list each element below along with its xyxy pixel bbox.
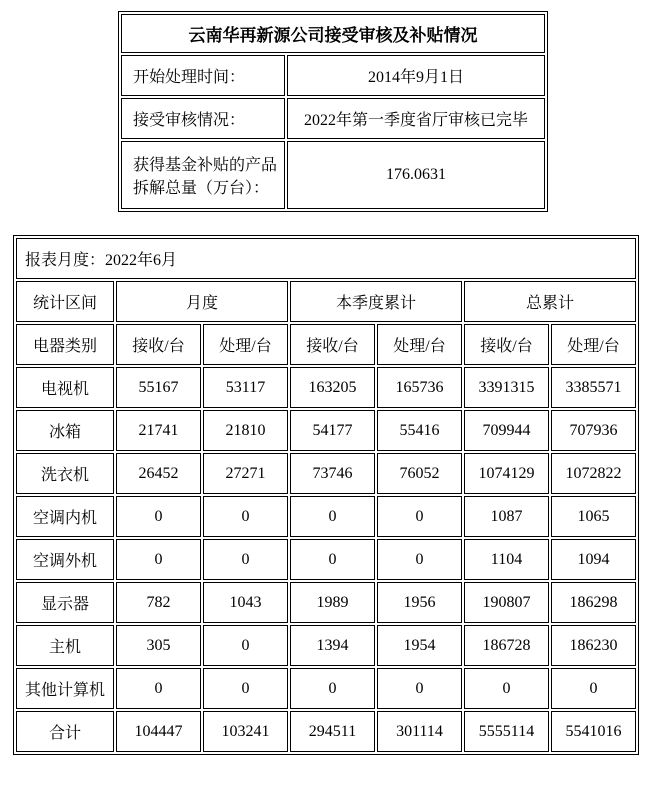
value-cell: 55416	[377, 410, 462, 451]
summary-row-start-time	[121, 55, 545, 96]
value-cell: 0	[464, 668, 549, 709]
value-cell: 0	[116, 496, 201, 537]
value-cell: 0	[203, 496, 288, 537]
row-category: 显示器	[16, 582, 114, 623]
value-cell: 0	[203, 625, 288, 666]
summary-row-value: 176.0631	[287, 141, 545, 209]
summary-title-row	[121, 14, 545, 53]
value-cell: 294511	[290, 711, 375, 752]
summary-row-label: 接受审核情况：	[121, 98, 285, 139]
value-cell: 54177	[290, 410, 375, 451]
value-cell: 0	[290, 539, 375, 580]
row-category: 主机	[16, 625, 114, 666]
value-cell: 707936	[551, 410, 636, 451]
table-row	[16, 582, 636, 623]
summary-row-value: 2022年第一季度省厅审核已完毕	[287, 98, 545, 139]
row-category: 电视机	[16, 367, 114, 408]
value-cell: 0	[290, 668, 375, 709]
value-cell: 0	[203, 539, 288, 580]
value-cell: 0	[116, 539, 201, 580]
report-group-header-row	[16, 281, 636, 322]
row-category: 合计	[16, 711, 114, 752]
value-cell: 103241	[203, 711, 288, 752]
value-cell: 0	[551, 668, 636, 709]
value-cell: 1043	[203, 582, 288, 623]
sub-header-received-quarter: 接收/台	[290, 324, 375, 365]
value-cell: 0	[377, 539, 462, 580]
value-cell: 26452	[116, 453, 201, 494]
value-cell: 21810	[203, 410, 288, 451]
group-header-grand-total: 总累计	[464, 281, 636, 322]
sub-header-received-total: 接收/台	[464, 324, 549, 365]
table-row	[16, 539, 636, 580]
value-cell: 782	[116, 582, 201, 623]
sub-header-processed-month: 处理/台	[203, 324, 288, 365]
value-cell: 305	[116, 625, 201, 666]
value-cell: 1394	[290, 625, 375, 666]
value-cell: 186230	[551, 625, 636, 666]
value-cell: 190807	[464, 582, 549, 623]
row-category: 洗衣机	[16, 453, 114, 494]
value-cell: 1104	[464, 539, 549, 580]
value-cell: 165736	[377, 367, 462, 408]
value-cell: 0	[116, 668, 201, 709]
value-cell: 5555114	[464, 711, 549, 752]
report-table	[13, 235, 639, 755]
row-category: 空调外机	[16, 539, 114, 580]
value-cell: 55167	[116, 367, 201, 408]
value-cell: 1094	[551, 539, 636, 580]
value-cell: 3385571	[551, 367, 636, 408]
table-row	[16, 668, 636, 709]
value-cell: 1072822	[551, 453, 636, 494]
summary-row-subsidized-total	[121, 141, 545, 209]
category-header: 电器类别	[16, 324, 114, 365]
value-cell: 1956	[377, 582, 462, 623]
value-cell: 3391315	[464, 367, 549, 408]
row-category: 其他计算机	[16, 668, 114, 709]
value-cell: 76052	[377, 453, 462, 494]
group-header-quarter-total: 本季度累计	[290, 281, 462, 322]
group-header-month: 月度	[116, 281, 288, 322]
value-cell: 186298	[551, 582, 636, 623]
value-cell: 163205	[290, 367, 375, 408]
value-cell: 301114	[377, 711, 462, 752]
table-row	[16, 496, 636, 537]
value-cell: 1065	[551, 496, 636, 537]
sub-header-processed-total: 处理/台	[551, 324, 636, 365]
sub-header-received-month: 接收/台	[116, 324, 201, 365]
value-cell: 0	[203, 668, 288, 709]
report-period-label: 报表月度：2022年6月	[16, 238, 636, 279]
value-cell: 186728	[464, 625, 549, 666]
value-cell: 709944	[464, 410, 549, 451]
value-cell: 5541016	[551, 711, 636, 752]
value-cell: 1087	[464, 496, 549, 537]
value-cell: 73746	[290, 453, 375, 494]
value-cell: 21741	[116, 410, 201, 451]
value-cell: 0	[290, 496, 375, 537]
table-row	[16, 625, 636, 666]
summary-table	[118, 11, 548, 212]
value-cell: 0	[377, 496, 462, 537]
table-row	[16, 367, 636, 408]
row-category: 空调内机	[16, 496, 114, 537]
value-cell: 53117	[203, 367, 288, 408]
value-cell: 1989	[290, 582, 375, 623]
value-cell: 0	[377, 668, 462, 709]
summary-row-audit-status	[121, 98, 545, 139]
table-row	[16, 711, 636, 752]
sub-header-processed-quarter: 处理/台	[377, 324, 462, 365]
summary-title: 云南华再新源公司接受审核及补贴情况	[121, 14, 545, 53]
value-cell: 104447	[116, 711, 201, 752]
row-category: 冰箱	[16, 410, 114, 451]
stat-interval-header: 统计区间	[16, 281, 114, 322]
value-cell: 1074129	[464, 453, 549, 494]
value-cell: 1954	[377, 625, 462, 666]
report-sub-header-row	[16, 324, 636, 365]
value-cell: 27271	[203, 453, 288, 494]
summary-row-value: 2014年9月1日	[287, 55, 545, 96]
summary-row-label: 开始处理时间：	[121, 55, 285, 96]
summary-row-label: 获得基金补贴的产品拆解总量（万台）：	[121, 141, 285, 209]
report-period-row	[16, 238, 636, 279]
table-row	[16, 453, 636, 494]
table-row	[16, 410, 636, 451]
